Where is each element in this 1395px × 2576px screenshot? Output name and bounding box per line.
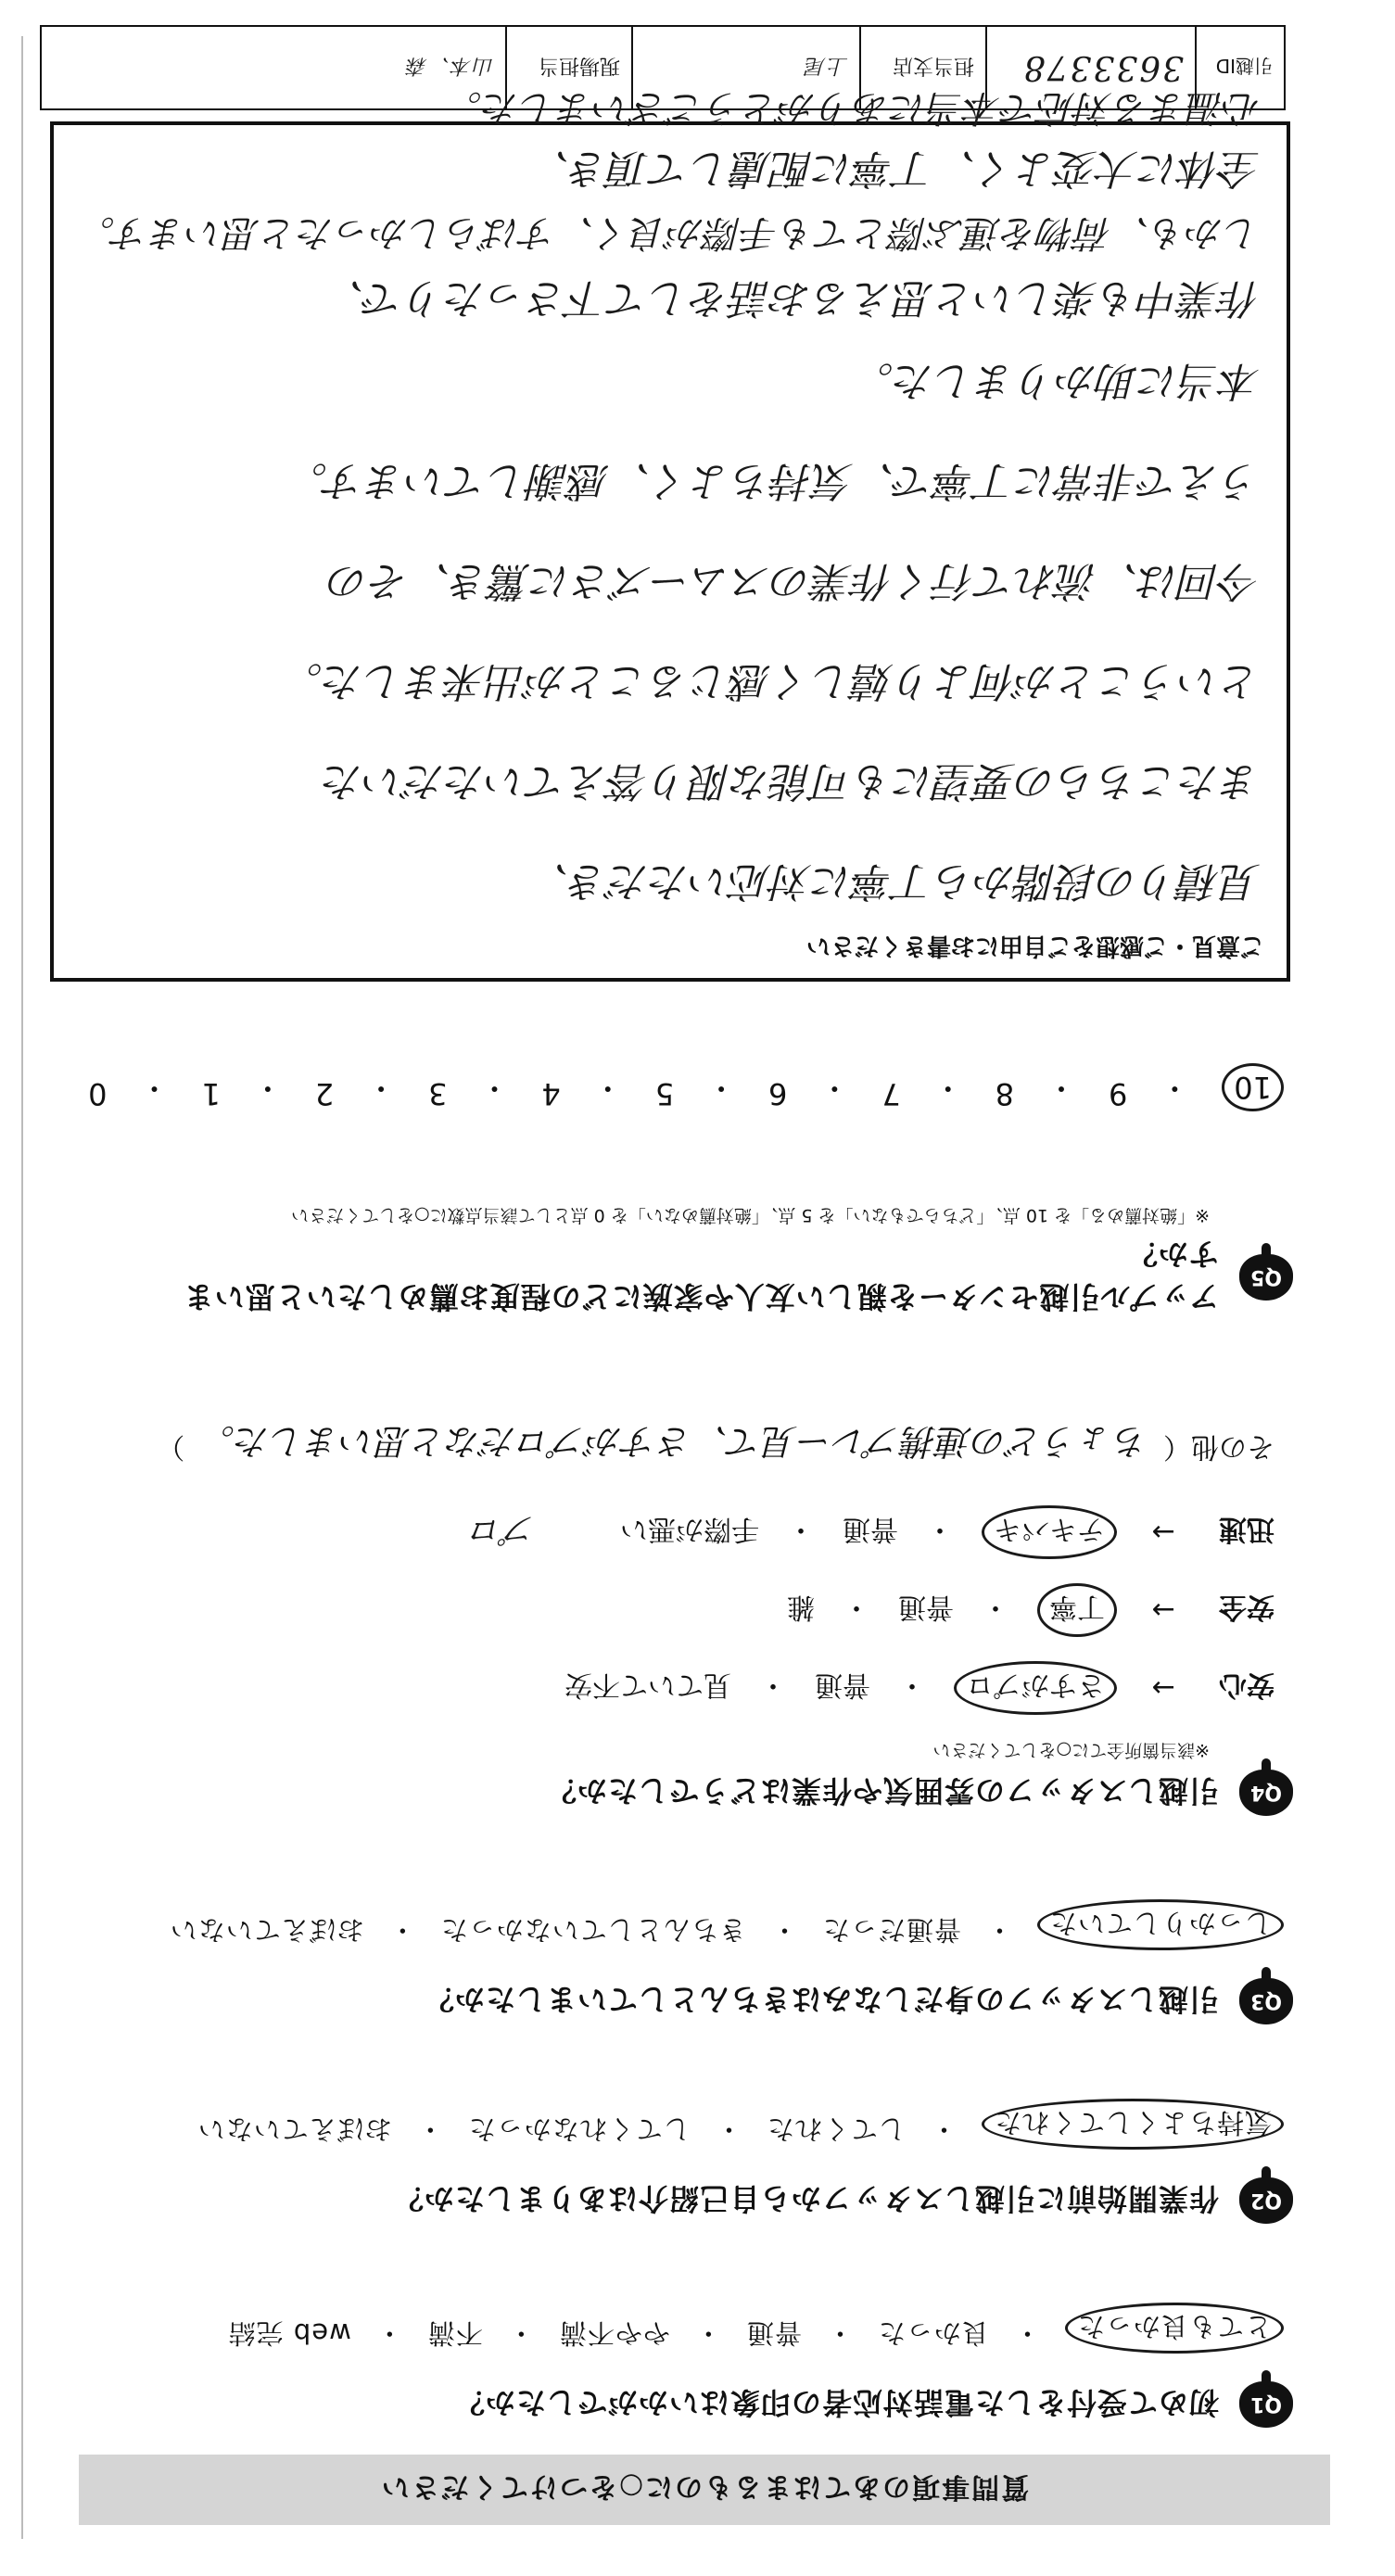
- q4-option[interactable]: 手際が悪い: [620, 1513, 759, 1545]
- q4-option[interactable]: 普通: [815, 1669, 870, 1701]
- arrow-right-icon: →: [1151, 1516, 1175, 1549]
- comment-line: 本当に助かりました。: [853, 357, 1261, 404]
- scale-option[interactable]: 8: [995, 1076, 1015, 1111]
- q3-text: 引越しスタッフの身だしなみはきちんとしていましたか？: [423, 1982, 1219, 2017]
- comments-box[interactable]: [50, 86, 1290, 982]
- q5-note: ※「絶対薦める」を 10 点、「どちらでもない」を 5 点、「絶対薦めない」を 0 点として該当点数に○をしてください: [291, 1205, 1210, 1225]
- comments-title: ご意見・ご感想をご自由にお書きください: [805, 932, 1264, 959]
- q4-row-label: 迅速: [1219, 1513, 1275, 1545]
- q1-text: 初めて受付をした電話対応者の印象はいかがでしたか？: [453, 2385, 1219, 2420]
- q4-row-anshin: 安心 → さすがプロ ・ 普通 ・ 見ていて不安: [88, 1661, 1275, 1715]
- q4-other-close: ）: [157, 1430, 185, 1463]
- comment-line: 見積りの段階から丁寧に対応いただき、: [527, 857, 1261, 905]
- q4-other-label: その他（: [1163, 1430, 1275, 1463]
- q4-row-jinsoku: 迅速 → テキパキ ・ 普通 ・ 手際が悪い プロ: [88, 1505, 1275, 1559]
- q4-option[interactable]: 雑: [787, 1591, 815, 1623]
- header-table: [40, 25, 1286, 110]
- branch-label: 担当支店: [859, 27, 985, 108]
- comment-line: またこちらの要望にも可能な限り答えていただいた: [323, 757, 1261, 805]
- arrow-right-icon: →: [1151, 1671, 1175, 1705]
- q2-badge: Q2: [1239, 2177, 1293, 2224]
- q5-scale: 10 ・ 9 ・ 8 ・ 7 ・ 6 ・ 5 ・ 4 ・ 3 ・ 2 ・ 1 ・ 0: [88, 1063, 1284, 1111]
- comment-line: 作業中も楽しいと思えるお話をして下さったりで、: [323, 274, 1261, 322]
- q4-text: 引越しスタッフの雰囲気や作業はどうでしたか？: [545, 1773, 1219, 1808]
- q2-option-3[interactable]: してくれなかった: [467, 2113, 691, 2145]
- q2-text: 作業開始前に引越しスタッフから自己紹介はありましたか？: [392, 2181, 1219, 2216]
- q3-option-3[interactable]: きちんとしていなかった: [439, 1914, 746, 1946]
- scale-option[interactable]: 6: [768, 1076, 788, 1111]
- q4-row-label: 安全: [1219, 1591, 1275, 1623]
- q1-option-4[interactable]: やや不満: [558, 2317, 670, 2349]
- scale-option[interactable]: 5: [654, 1076, 675, 1111]
- q4-other: [88, 1419, 1275, 1470]
- leader-value[interactable]: 山本、森: [404, 54, 494, 78]
- scale-option[interactable]: 3: [428, 1076, 448, 1111]
- q5-badge: Q5: [1239, 1254, 1293, 1301]
- q4-side-note: プロ: [469, 1510, 537, 1549]
- q4-badge: Q4: [1239, 1770, 1293, 1816]
- q4-row-anzen: 安全 → 丁寧 ・ 普通 ・ 雑: [88, 1583, 1275, 1637]
- question-2: Q2 作業開始前に引越しスタッフから自己紹介はありましたか？ 気持ちよくしてくれた ・ してくれた ・ してくれなかった ・ おぼえていない: [88, 2099, 1293, 2224]
- q4-row-label: 安心: [1219, 1669, 1275, 1701]
- q4-option[interactable]: 見ていて不安: [564, 1669, 731, 1701]
- q1-badge: Q1: [1239, 2381, 1293, 2428]
- q4-option[interactable]: テキパキ: [982, 1505, 1117, 1559]
- scan-edge-line: [21, 36, 23, 2539]
- scale-option[interactable]: 9: [1108, 1076, 1128, 1111]
- q3-option-2[interactable]: 普通だった: [821, 1914, 961, 1946]
- scale-option[interactable]: 1: [201, 1076, 221, 1111]
- q4-option[interactable]: 丁寧: [1037, 1583, 1117, 1637]
- leader-label: 現場担当: [505, 27, 631, 108]
- comment-line: 今回は、流れて行く作業のスムーズさに驚き、その: [328, 557, 1261, 604]
- arrow-right-icon: →: [1151, 1593, 1175, 1627]
- q3-option-1[interactable]: しっかりしていた: [1037, 1899, 1284, 1950]
- comment-line: ということが何より嬉しく感じることが出来ました。: [282, 657, 1261, 704]
- id-label: 引越ID: [1195, 27, 1284, 108]
- q1-option-3[interactable]: 普通: [745, 2317, 802, 2349]
- comment-line: うえで非常に丁寧で、気持ちよく、感謝しています。: [286, 457, 1261, 504]
- scale-option[interactable]: 7: [881, 1076, 901, 1111]
- instruction-bar: 質問事項のあてはまるものに○をつけてください: [79, 2455, 1330, 2525]
- scale-option[interactable]: 2: [314, 1076, 335, 1111]
- q4-option[interactable]: 普通: [898, 1591, 954, 1623]
- q1-option-6[interactable]: web 完結: [227, 2317, 351, 2349]
- comment-line: しかも、荷物を運ぶ際とても手際が良く、すばらしかったと思います。: [78, 211, 1261, 254]
- q5-text: アップル引越センターを親しい友人や家族にどの程度お薦めしたいと思いますか？: [183, 1237, 1219, 1314]
- branch-value[interactable]: 上尾: [631, 27, 859, 108]
- q1-option-2[interactable]: 良かった: [877, 2317, 989, 2349]
- comment-line: 心温まる対応で本当にありがとうございました。: [445, 86, 1261, 129]
- q2-option-1[interactable]: 気持ちよくしてくれた: [982, 2099, 1284, 2150]
- scale-option[interactable]: 4: [541, 1076, 561, 1111]
- q1-option-5[interactable]: 不満: [426, 2317, 483, 2349]
- q3-badge: Q3: [1239, 1978, 1293, 2024]
- question-5: [88, 1204, 1293, 1320]
- question-3: Q3 引越しスタッフの身だしなみはきちんとしていましたか？ しっかりしていた ・ 普通だった ・ きちんとしていなかった ・ おぼえていない: [88, 1899, 1293, 2024]
- q2-option-4[interactable]: おぼえていない: [197, 2113, 392, 2145]
- q4-option[interactable]: 普通: [843, 1513, 898, 1545]
- comment-line: 全体に大変よく、丁寧に配慮して頂き、: [528, 145, 1261, 192]
- q4-note: ※該当箇所全てに○をしてください: [932, 1740, 1210, 1760]
- q1-option-1[interactable]: とても良かった: [1065, 2303, 1284, 2354]
- question-4: [88, 1419, 1293, 1816]
- q4-other-value[interactable]: ちょうどの連携プレー見て、さすがプロだなと思いました。: [199, 1421, 1148, 1462]
- scale-option[interactable]: 10: [1222, 1063, 1284, 1111]
- scale-option[interactable]: 0: [88, 1076, 108, 1111]
- id-value[interactable]: 3633378: [985, 27, 1195, 108]
- q2-option-2[interactable]: してくれた: [766, 2113, 906, 2145]
- q3-option-4[interactable]: おぼえていない: [169, 1914, 364, 1946]
- question-1: Q1 初めて受付をした電話対応者の印象はいかがでしたか？ とても良かった ・ 良かった ・ 普通 ・ やや不満 ・ 不満 ・ web 完結: [88, 2303, 1293, 2428]
- q4-option[interactable]: さすがプロ: [954, 1661, 1117, 1715]
